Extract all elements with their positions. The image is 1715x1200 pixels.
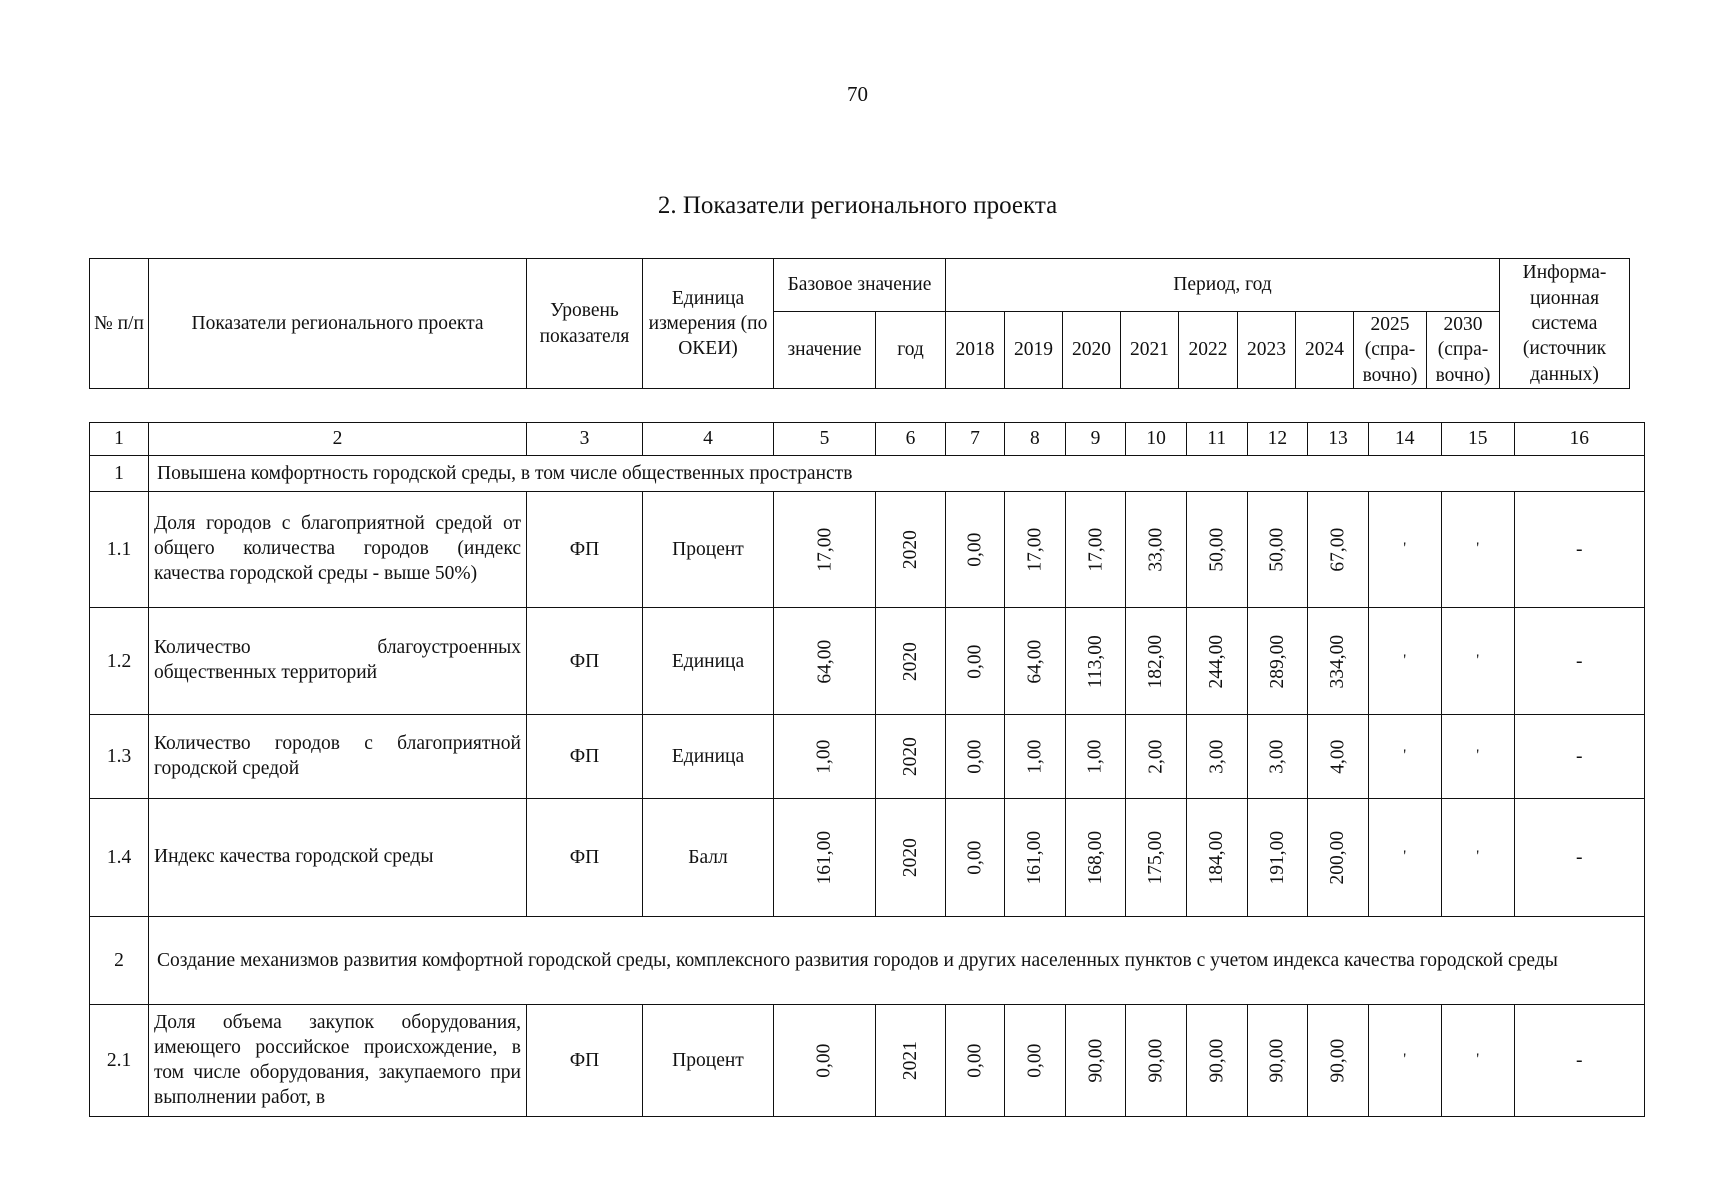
indicator-unit: Единица [643, 608, 774, 715]
year-value [1186, 799, 1247, 917]
value-text: 184,00 [1206, 830, 1228, 885]
year-value [946, 608, 1005, 715]
indicator-name: Количество благоустроенных общественных территорий [149, 608, 527, 715]
value-2025: ' [1368, 715, 1441, 799]
base-value [774, 715, 876, 799]
header-year: 2019 [1005, 312, 1063, 389]
value-text: 191,00 [1266, 830, 1288, 885]
header-base-year: год [876, 312, 946, 389]
header-base: Базовое значение [774, 259, 946, 312]
year-value [1308, 608, 1369, 715]
base-year [876, 608, 946, 715]
header-level: Уровень показателя [527, 259, 643, 389]
value-text: 90,00 [1206, 1038, 1228, 1083]
column-number: 11 [1186, 423, 1247, 456]
value-text: 2020 [899, 530, 921, 570]
value-text: 33,00 [1145, 527, 1167, 572]
value-text: 175,00 [1145, 830, 1167, 885]
table-row [90, 1005, 1645, 1117]
column-number: 15 [1441, 423, 1514, 456]
value-text: 2021 [899, 1041, 921, 1081]
value-2030: ' [1441, 715, 1514, 799]
section-title: Повышена комфортность городской среды, в том числе общественных пространств [149, 456, 1645, 492]
column-number: 16 [1514, 423, 1644, 456]
value-text: 0,00 [964, 644, 986, 679]
year-value [1247, 1005, 1308, 1117]
value-text: 161,00 [813, 830, 835, 885]
value-text: 168,00 [1084, 830, 1106, 885]
column-number: 13 [1308, 423, 1369, 456]
value-text: 17,00 [1084, 527, 1106, 572]
value-text: 50,00 [1206, 527, 1228, 572]
value-2025: ' [1368, 1005, 1441, 1117]
value-text: 67,00 [1327, 527, 1349, 572]
value-text: 3,00 [1266, 739, 1288, 774]
indicator-name: Доля городов с благоприятной средой от общего количества городов (индекс качества городской среды - выше 50%) [149, 492, 527, 608]
header-info: Информа-ционная система (источник данных) [1500, 259, 1630, 389]
year-value [1247, 715, 1308, 799]
year-value [1126, 1005, 1187, 1117]
info-source: - [1514, 1005, 1644, 1117]
value-text: 64,00 [1024, 639, 1046, 684]
year-value [1308, 1005, 1369, 1117]
row-number: 1.2 [90, 608, 149, 715]
document-title: 2. Показатели регионального проекта [657, 192, 1058, 219]
header-period: Период, год [946, 259, 1500, 312]
value-2030: ' [1441, 799, 1514, 917]
header-2025: 2025 (спра-вочно) [1354, 312, 1427, 389]
column-number: 6 [876, 423, 946, 456]
year-value [1308, 799, 1369, 917]
value-text: 182,00 [1145, 634, 1167, 689]
year-value [1126, 608, 1187, 715]
column-number: 9 [1065, 423, 1126, 456]
year-value [946, 715, 1005, 799]
header-year: 2018 [946, 312, 1005, 389]
indicator-level: ФП [527, 799, 643, 917]
value-2030: ' [1441, 1005, 1514, 1117]
value-text: 0,00 [964, 739, 986, 774]
base-year [876, 715, 946, 799]
indicator-name: Количество городов с благоприятной городской средой [149, 715, 527, 799]
section-number: 2 [90, 917, 149, 1005]
base-value [774, 1005, 876, 1117]
year-value [1186, 492, 1247, 608]
column-number: 14 [1368, 423, 1441, 456]
value-text: 50,00 [1266, 527, 1288, 572]
table-header [89, 258, 1630, 389]
value-text: 64,00 [813, 639, 835, 684]
value-text: 2020 [899, 641, 921, 681]
column-number: 4 [643, 423, 774, 456]
value-text: 334,00 [1327, 634, 1349, 689]
column-number: 10 [1126, 423, 1187, 456]
value-text: 1,00 [1084, 739, 1106, 774]
year-value [1005, 799, 1066, 917]
year-value [1186, 608, 1247, 715]
section-row [90, 917, 1645, 1005]
value-text: 0,00 [813, 1043, 835, 1078]
year-value [1186, 1005, 1247, 1117]
value-text: 90,00 [1084, 1038, 1106, 1083]
section-number: 1 [90, 456, 149, 492]
indicator-unit: Балл [643, 799, 774, 917]
header-2030: 2030 (спра-вочно) [1427, 312, 1500, 389]
value-2030: ' [1441, 492, 1514, 608]
year-value [946, 1005, 1005, 1117]
info-source: - [1514, 492, 1644, 608]
value-text: 2020 [899, 737, 921, 777]
year-value [1065, 715, 1126, 799]
base-year [876, 799, 946, 917]
header-year: 2021 [1121, 312, 1179, 389]
page-number: 70 [847, 82, 868, 106]
section-title: Создание механизмов развития комфортной городской среды, комплексного развития городов и других населенных пунктов с учетом индекса качества городской среды [149, 917, 1645, 1005]
year-value [1247, 492, 1308, 608]
year-value [1065, 1005, 1126, 1117]
row-number: 2.1 [90, 1005, 149, 1117]
column-number: 2 [149, 423, 527, 456]
indicator-name: Доля объема закупок оборудования, имеющего российское происхождение, в том числе оборудования, закупаемого при выполнении работ, в [149, 1005, 527, 1117]
base-value [774, 799, 876, 917]
section-row [90, 456, 1645, 492]
header-year: 2022 [1179, 312, 1238, 389]
value-text: 161,00 [1024, 830, 1046, 885]
table-row [90, 492, 1645, 608]
value-text: 0,00 [964, 1043, 986, 1078]
indicator-unit: Единица [643, 715, 774, 799]
year-value [1005, 492, 1066, 608]
year-value [1126, 492, 1187, 608]
indicator-unit: Процент [643, 1005, 774, 1117]
value-text: 0,00 [964, 840, 986, 875]
value-text: 90,00 [1327, 1038, 1349, 1083]
value-2030: ' [1441, 608, 1514, 715]
header-year: 2024 [1296, 312, 1354, 389]
table-body [90, 423, 1645, 1117]
row-number: 1.3 [90, 715, 149, 799]
value-2025: ' [1368, 492, 1441, 608]
table-row [90, 715, 1645, 799]
base-year [876, 492, 946, 608]
base-year [876, 1005, 946, 1117]
value-text: 1,00 [813, 739, 835, 774]
info-source: - [1514, 608, 1644, 715]
year-value [1308, 492, 1369, 608]
year-value [946, 799, 1005, 917]
table-row [90, 608, 1645, 715]
value-text: 2020 [899, 838, 921, 878]
indicator-name: Индекс качества городской среды [149, 799, 527, 917]
value-text: 113,00 [1084, 634, 1106, 688]
value-2025: ' [1368, 608, 1441, 715]
table-row [90, 799, 1645, 917]
value-text: 17,00 [1024, 527, 1046, 572]
indicator-level: ФП [527, 715, 643, 799]
value-text: 2,00 [1145, 739, 1167, 774]
value-2025: ' [1368, 799, 1441, 917]
value-text: 289,00 [1266, 634, 1288, 689]
year-value [1186, 715, 1247, 799]
header-year: 2023 [1238, 312, 1296, 389]
value-text: 244,00 [1206, 634, 1228, 689]
year-value [1247, 608, 1308, 715]
header-num: № п/п [90, 259, 149, 389]
year-value [1065, 608, 1126, 715]
indicator-level: ФП [527, 1005, 643, 1117]
column-number: 1 [90, 423, 149, 456]
base-value [774, 608, 876, 715]
info-source: - [1514, 799, 1644, 917]
indicator-level: ФП [527, 492, 643, 608]
column-numbers-row [90, 423, 1645, 456]
header-year: 2020 [1063, 312, 1121, 389]
value-text: 3,00 [1206, 739, 1228, 774]
indicators-table [89, 422, 1645, 1117]
year-value [946, 492, 1005, 608]
column-number: 7 [946, 423, 1005, 456]
year-value [1065, 799, 1126, 917]
value-text: 90,00 [1266, 1038, 1288, 1083]
column-number: 5 [774, 423, 876, 456]
year-value [1005, 715, 1066, 799]
column-number: 3 [527, 423, 643, 456]
year-value [1065, 492, 1126, 608]
year-value [1005, 608, 1066, 715]
year-value [1126, 715, 1187, 799]
indicator-level: ФП [527, 608, 643, 715]
value-text: 17,00 [813, 527, 835, 572]
row-number: 1.4 [90, 799, 149, 917]
value-text: 90,00 [1145, 1038, 1167, 1083]
header-unit: Единица измерения (по ОКЕИ) [643, 259, 774, 389]
year-value [1126, 799, 1187, 917]
header-base-value: значение [774, 312, 876, 389]
year-value [1308, 715, 1369, 799]
year-value [1247, 799, 1308, 917]
year-value [1005, 1005, 1066, 1117]
value-text: 1,00 [1024, 739, 1046, 774]
value-text: 4,00 [1327, 739, 1349, 774]
value-text: 0,00 [964, 532, 986, 567]
value-text: 0,00 [1024, 1043, 1046, 1078]
info-source: - [1514, 715, 1644, 799]
row-number: 1.1 [90, 492, 149, 608]
column-number: 8 [1005, 423, 1066, 456]
column-number: 12 [1247, 423, 1308, 456]
base-value [774, 492, 876, 608]
value-text: 200,00 [1327, 830, 1349, 885]
indicator-unit: Процент [643, 492, 774, 608]
header-indicator: Показатели регионального проекта [149, 259, 527, 389]
